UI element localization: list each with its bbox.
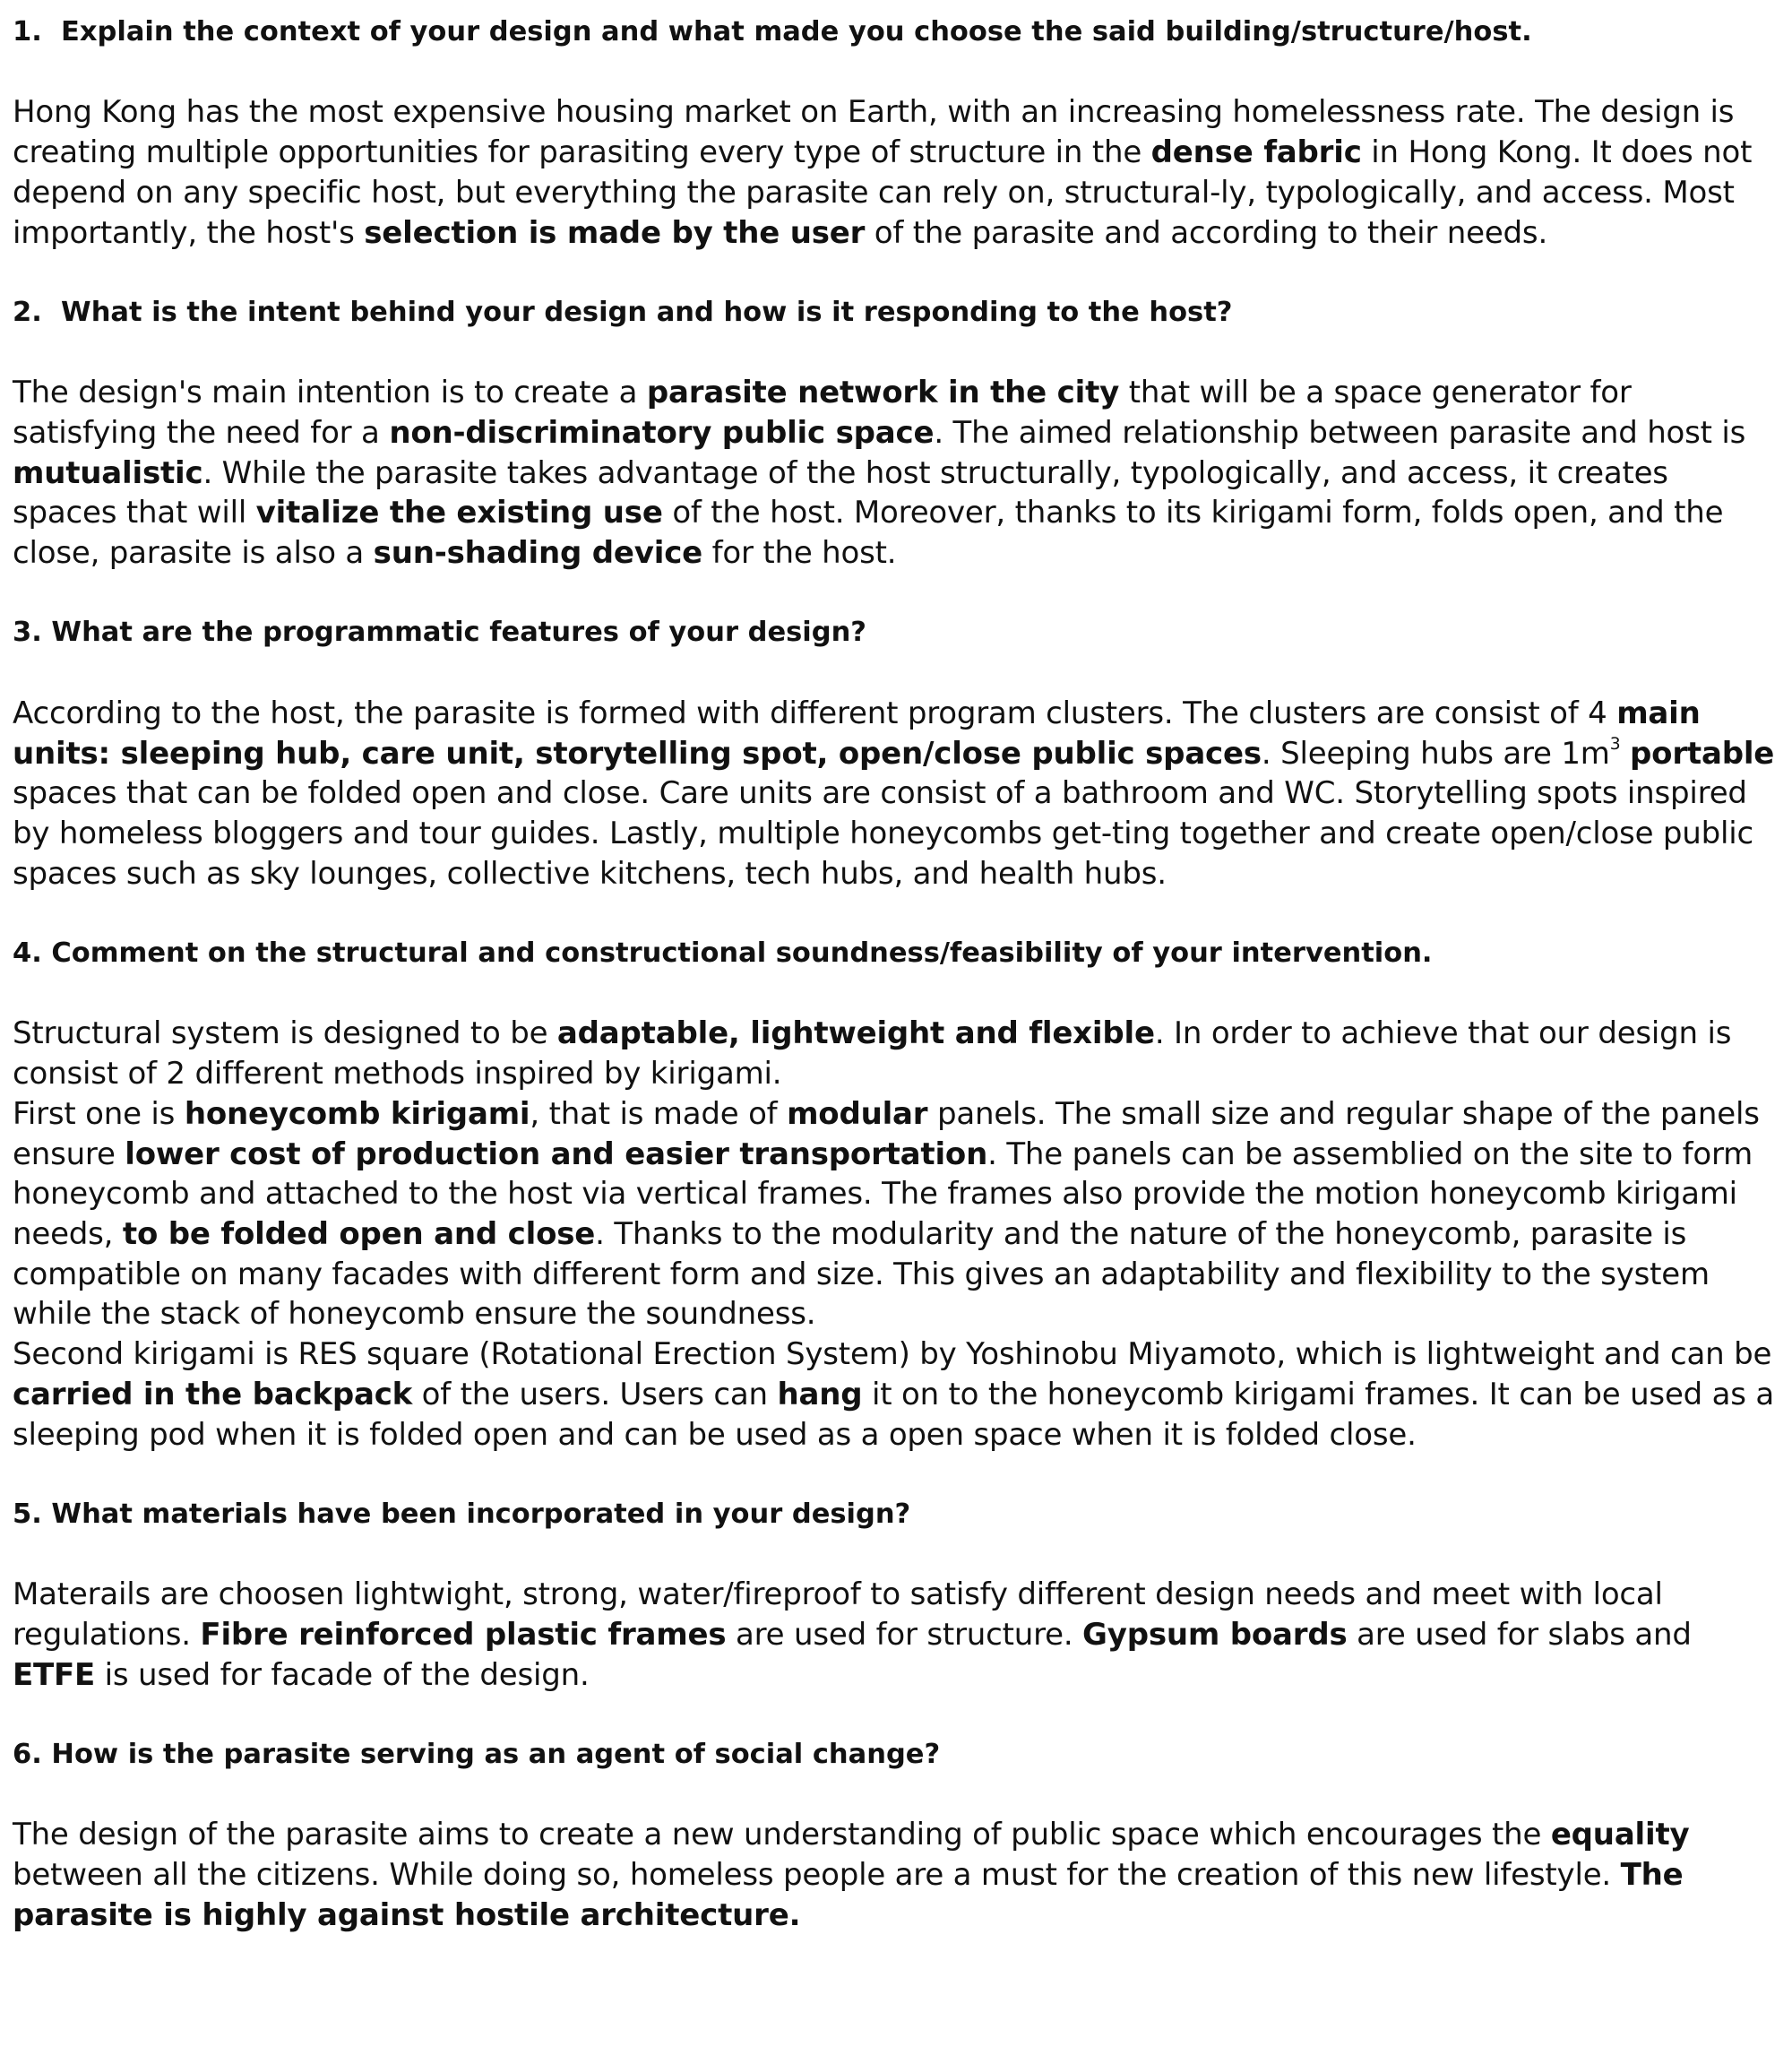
bold-emphasis: dense fabric — [1150, 134, 1362, 171]
qa-section — [13, 13, 1779, 293]
body-text: . In order to achieve that our design is consist of 2 different methods inspired by kirigami. — [13, 1015, 1732, 1092]
answer-paragraph — [13, 1815, 1779, 1935]
body-text: are used for slabs and — [1347, 1616, 1692, 1653]
bold-emphasis: adaptable, lightweight and flexible — [556, 1015, 1155, 1052]
spacer — [13, 1455, 1779, 1495]
answer-paragraph — [13, 373, 1779, 574]
spacer — [13, 53, 1779, 93]
bold-emphasis: non-discriminatory public space — [389, 414, 935, 451]
bold-emphasis: equality — [1550, 1817, 1690, 1853]
bold-emphasis: Gypsum boards — [1082, 1616, 1348, 1653]
qa-section — [13, 613, 1779, 934]
bold-emphasis: Fibre reinforced plastic frames — [200, 1616, 727, 1653]
spacer — [13, 1695, 1779, 1735]
question-heading: 6. How is the parasite serving as an agent of social change? — [13, 1739, 941, 1771]
bold-emphasis: to be folded open and close — [122, 1215, 596, 1252]
bold-emphasis: carried in the backpack — [13, 1376, 413, 1412]
bold-emphasis: main units: sleeping hub, care unit, storytelling spot, open/close public spaces — [13, 695, 1701, 772]
body-text: panels. The small size and regular shape of the panels ensure — [13, 1095, 1760, 1172]
body-text: . Thanks to the modularity and the nature of the honeycomb, parasite is compatible on many facades with different form and size. This gives an adaptability and flexibility to the system while the stack of honeycomb ensure the soundness. — [13, 1215, 1710, 1333]
answer-paragraph — [13, 1334, 1779, 1455]
body-text: are used for structure. — [726, 1616, 1083, 1653]
answer-paragraph — [13, 1575, 1779, 1695]
bold-emphasis: parasite network in the city — [646, 375, 1120, 411]
spacer — [13, 253, 1779, 293]
body-text: spaces that can be folded open and close. Care units are consist of a bathroom and WC. Storytelling spots inspired by homeless bloggers and tour guides. Lastly, multiple honeycombs get-ting together and create open/close public spaces such as sky lounges, collective kitchens, tech hubs, and health hubs. — [13, 775, 1753, 892]
body-text: of the users. Users can — [412, 1376, 778, 1412]
spacer — [13, 653, 1779, 694]
question-heading: 1. Explain the context of your design and what made you choose the said building/structure/host. — [13, 16, 1532, 47]
answer-paragraph — [13, 694, 1779, 894]
body-text: First one is — [13, 1095, 185, 1132]
spacer — [13, 1775, 1779, 1816]
question-heading: 2. What is the intent behind your design and how is it responding to the host? — [13, 296, 1233, 328]
body-text: The design of the parasite aims to create a new understanding of public space which encourages the — [13, 1817, 1551, 1853]
body-text: it on to the honeycomb kirigami frames. It can be used as a sleeping pod when it is folded open and can be used as a open space when it is folded close. — [13, 1376, 1775, 1453]
spacer — [13, 574, 1779, 614]
body-text — [1620, 736, 1630, 772]
answer-paragraph — [13, 92, 1779, 253]
bold-emphasis: lower cost of production and easier transportation — [125, 1136, 988, 1172]
body-text: is used for facade of the design. — [95, 1656, 590, 1693]
body-text: Hong Kong has the most expensive housing market on Earth, with an increasing homelessness rate. The design is creating multiple opportunities for parasiting every type of structure in the — [13, 94, 1735, 171]
body-text: . The panels can be assemblied on the site to form honeycomb and attached to the host via vertical frames. The frames also provide the motion honeycomb kirigami needs, — [13, 1136, 1753, 1252]
bold-emphasis: modular — [787, 1095, 928, 1132]
spacer — [13, 333, 1779, 374]
bold-emphasis: hang — [777, 1376, 863, 1412]
bold-emphasis: honeycomb kirigami — [184, 1095, 530, 1132]
bold-emphasis: portable — [1630, 735, 1775, 772]
superscript-text: 3 — [1609, 734, 1621, 754]
bold-emphasis: sun-shading device — [373, 535, 703, 572]
body-text: , that is made of — [530, 1095, 788, 1132]
spacer — [13, 1535, 1779, 1576]
body-text: . The aimed relationship between parasite and host is — [934, 414, 1746, 451]
body-text: in Hong Kong. It does not depend on any specific host, but everything the parasite can rely on, structural-ly, typologically, and access. Most importantly, the host's — [13, 134, 1753, 251]
bold-emphasis: selection is made by the user — [364, 214, 866, 251]
bold-emphasis: The parasite is highly against hostile architecture. — [13, 1857, 1684, 1933]
question-heading: 4. Comment on the structural and constructional soundness/feasibility of your intervention. — [13, 937, 1433, 970]
bold-emphasis: mutualistic — [13, 454, 203, 491]
body-text: . Sleeping hubs are 1m — [1261, 735, 1610, 772]
answer-paragraph — [13, 1094, 1779, 1334]
question-heading: 3. What are the programmatic features of your design? — [13, 617, 866, 649]
body-text: Structural system is designed to be — [13, 1015, 557, 1052]
body-text: between all the citizens. While doing so, homeless people are a must for the creation of this new lifestyle. — [13, 1857, 1621, 1894]
qa-section — [13, 1495, 1779, 1735]
body-text: of the parasite and according to their needs. — [865, 214, 1548, 251]
body-text: of the host. Moreover, thanks to its kirigami form, folds open, and the close, parasite is also a — [13, 495, 1724, 572]
bold-emphasis: ETFE — [13, 1656, 96, 1693]
spacer — [13, 894, 1779, 934]
qa-section — [13, 1735, 1779, 1936]
body-text: . While the parasite takes advantage of the host structurally, typologically, and access, it creates spaces that will — [13, 454, 1668, 531]
answer-paragraph — [13, 1014, 1779, 1093]
qa-section — [13, 293, 1779, 614]
question-heading: 5. What materials have been incorporated in your design? — [13, 1498, 911, 1530]
qa-section — [13, 934, 1779, 1495]
body-text: Materails are choosen lightwight, strong, water/fireproof to satisfy different design needs and meet with local regulations. — [13, 1576, 1663, 1653]
body-text: According to the host, the parasite is formed with different program clusters. The clusters are consist of 4 — [13, 695, 1617, 731]
body-text: for the host. — [702, 535, 897, 572]
body-text: The design's main intention is to create a — [13, 375, 647, 411]
body-text: that will be a space generator for satisfying the need for a — [13, 375, 1632, 451]
spacer — [13, 974, 1779, 1015]
bold-emphasis: vitalize the existing use — [255, 495, 663, 531]
document-body — [13, 13, 1779, 1936]
body-text: Second kirigami is RES square (Rotational Erection System) by Yoshinobu Miyamoto, which is lightweight and can be — [13, 1336, 1772, 1373]
